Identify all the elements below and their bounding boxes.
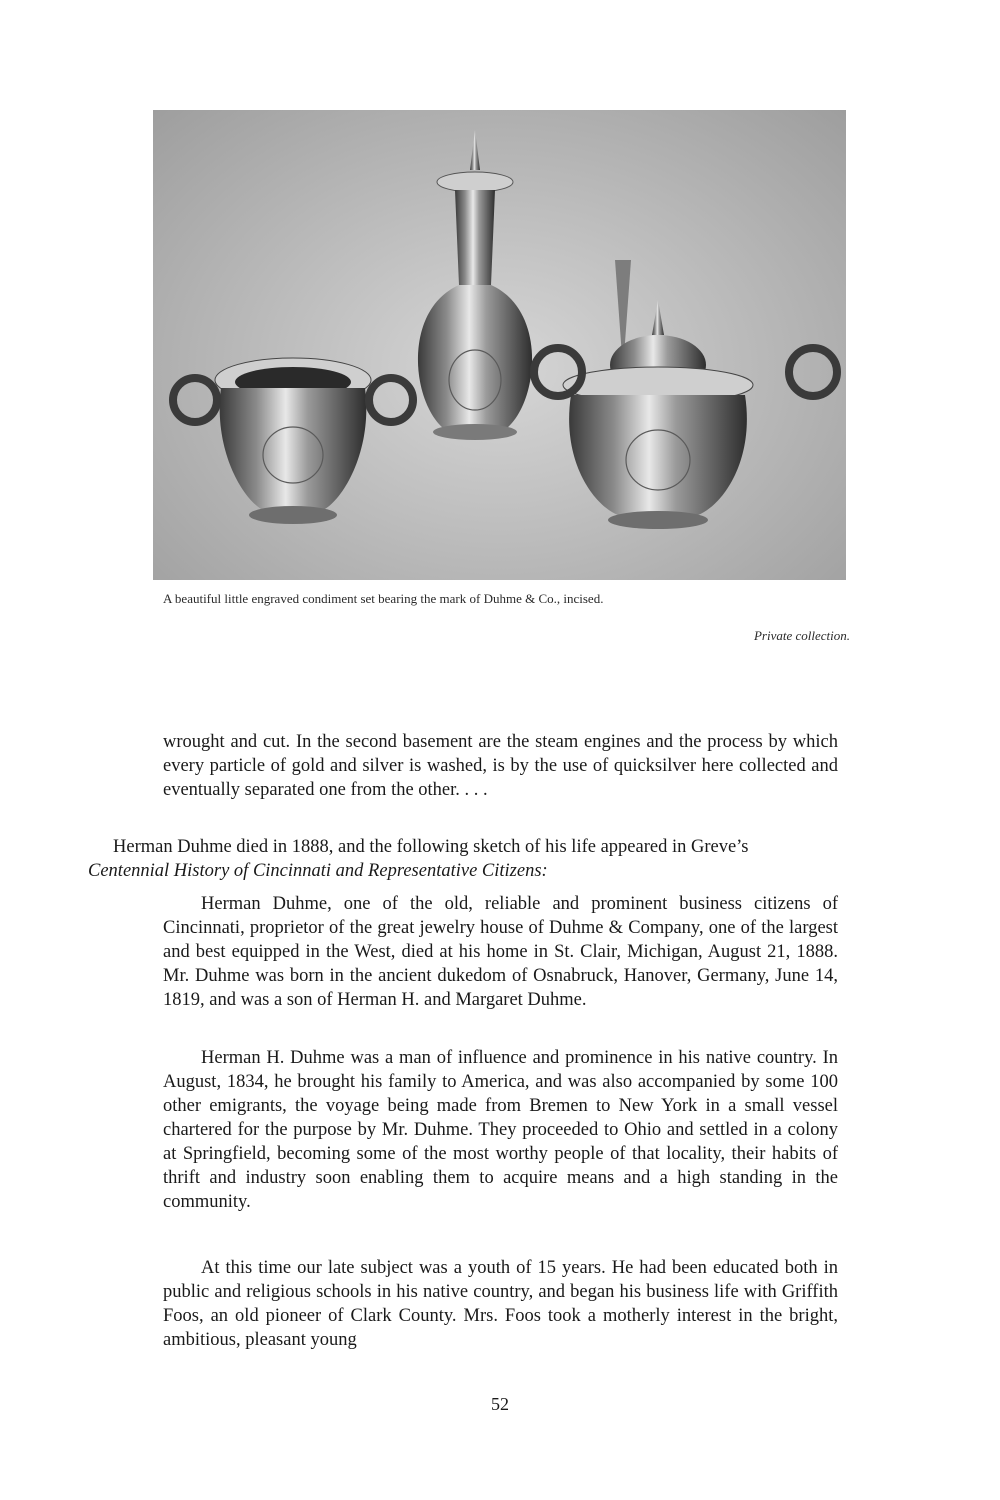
book-title: Centennial History of Cincinnati and Representative Citizens: — [88, 861, 548, 881]
quote-paragraph-3: At this time our late subject was a youth of 15 years. He had been educated both in public and religious schools in his native country, and began his business life with Griffith Foos, an old pioneer of Clark County. Mrs. Foos took a motherly interest in the bright, ambitious, pleasant young — [163, 1258, 838, 1350]
quote-paragraph-1: Herman Duhme, one of the old, reliable and prominent business citizens of Cincinnati, proprietor of the great jewelry house of Duhme & Company, one of the largest and best equipped in the West, died at his home in St. Clair, Michigan, August 21, 1888. Mr. Duhme was born in the ancient dukedom of Osnabruck, Hanover, Germany, June 14, 1819, and was a son of Herman H. and Margaret Duhme. — [163, 894, 838, 1010]
quote-paragraph-2: Herman H. Duhme was a man of influence and prominence in his native country. In August, 1834, he brought his family to America, and was also accompanied by some 100 other emigrants, the voyage being made from Bremen to New York in a small vessel chartered for the purpose by Mr. Duhme. They proceeded to Ohio and settled in a colony at Springfield, becoming some of the most worthy people of that locality, their habits of thrift and industry soon enabling them to acquire means and a high standing in the community. — [163, 1048, 838, 1212]
intro-line: Herman Duhme died in 1888, and the following sketch of his life appeared in Greve’s — [113, 837, 749, 857]
continuation-paragraph: wrought and cut. In the second basement are the steam engines and the process by which every particle of gold and silver is washed, is by the use of quicksilver here collected and eventually separated one from the other. . . . — [163, 732, 838, 800]
caster-bottle — [418, 130, 532, 440]
open-sugar-bowl — [173, 358, 413, 524]
page-number: 52 — [491, 1394, 509, 1414]
figure-caption: A beautiful little engraved condiment set bearing the mark of Duhme & Co., incised. — [163, 591, 604, 606]
covered-sugar-bowl — [534, 260, 837, 529]
figure-credit: Private collection. — [753, 628, 850, 643]
intro-paragraph — [88, 835, 943, 883]
condiment-set-photo — [153, 110, 846, 580]
